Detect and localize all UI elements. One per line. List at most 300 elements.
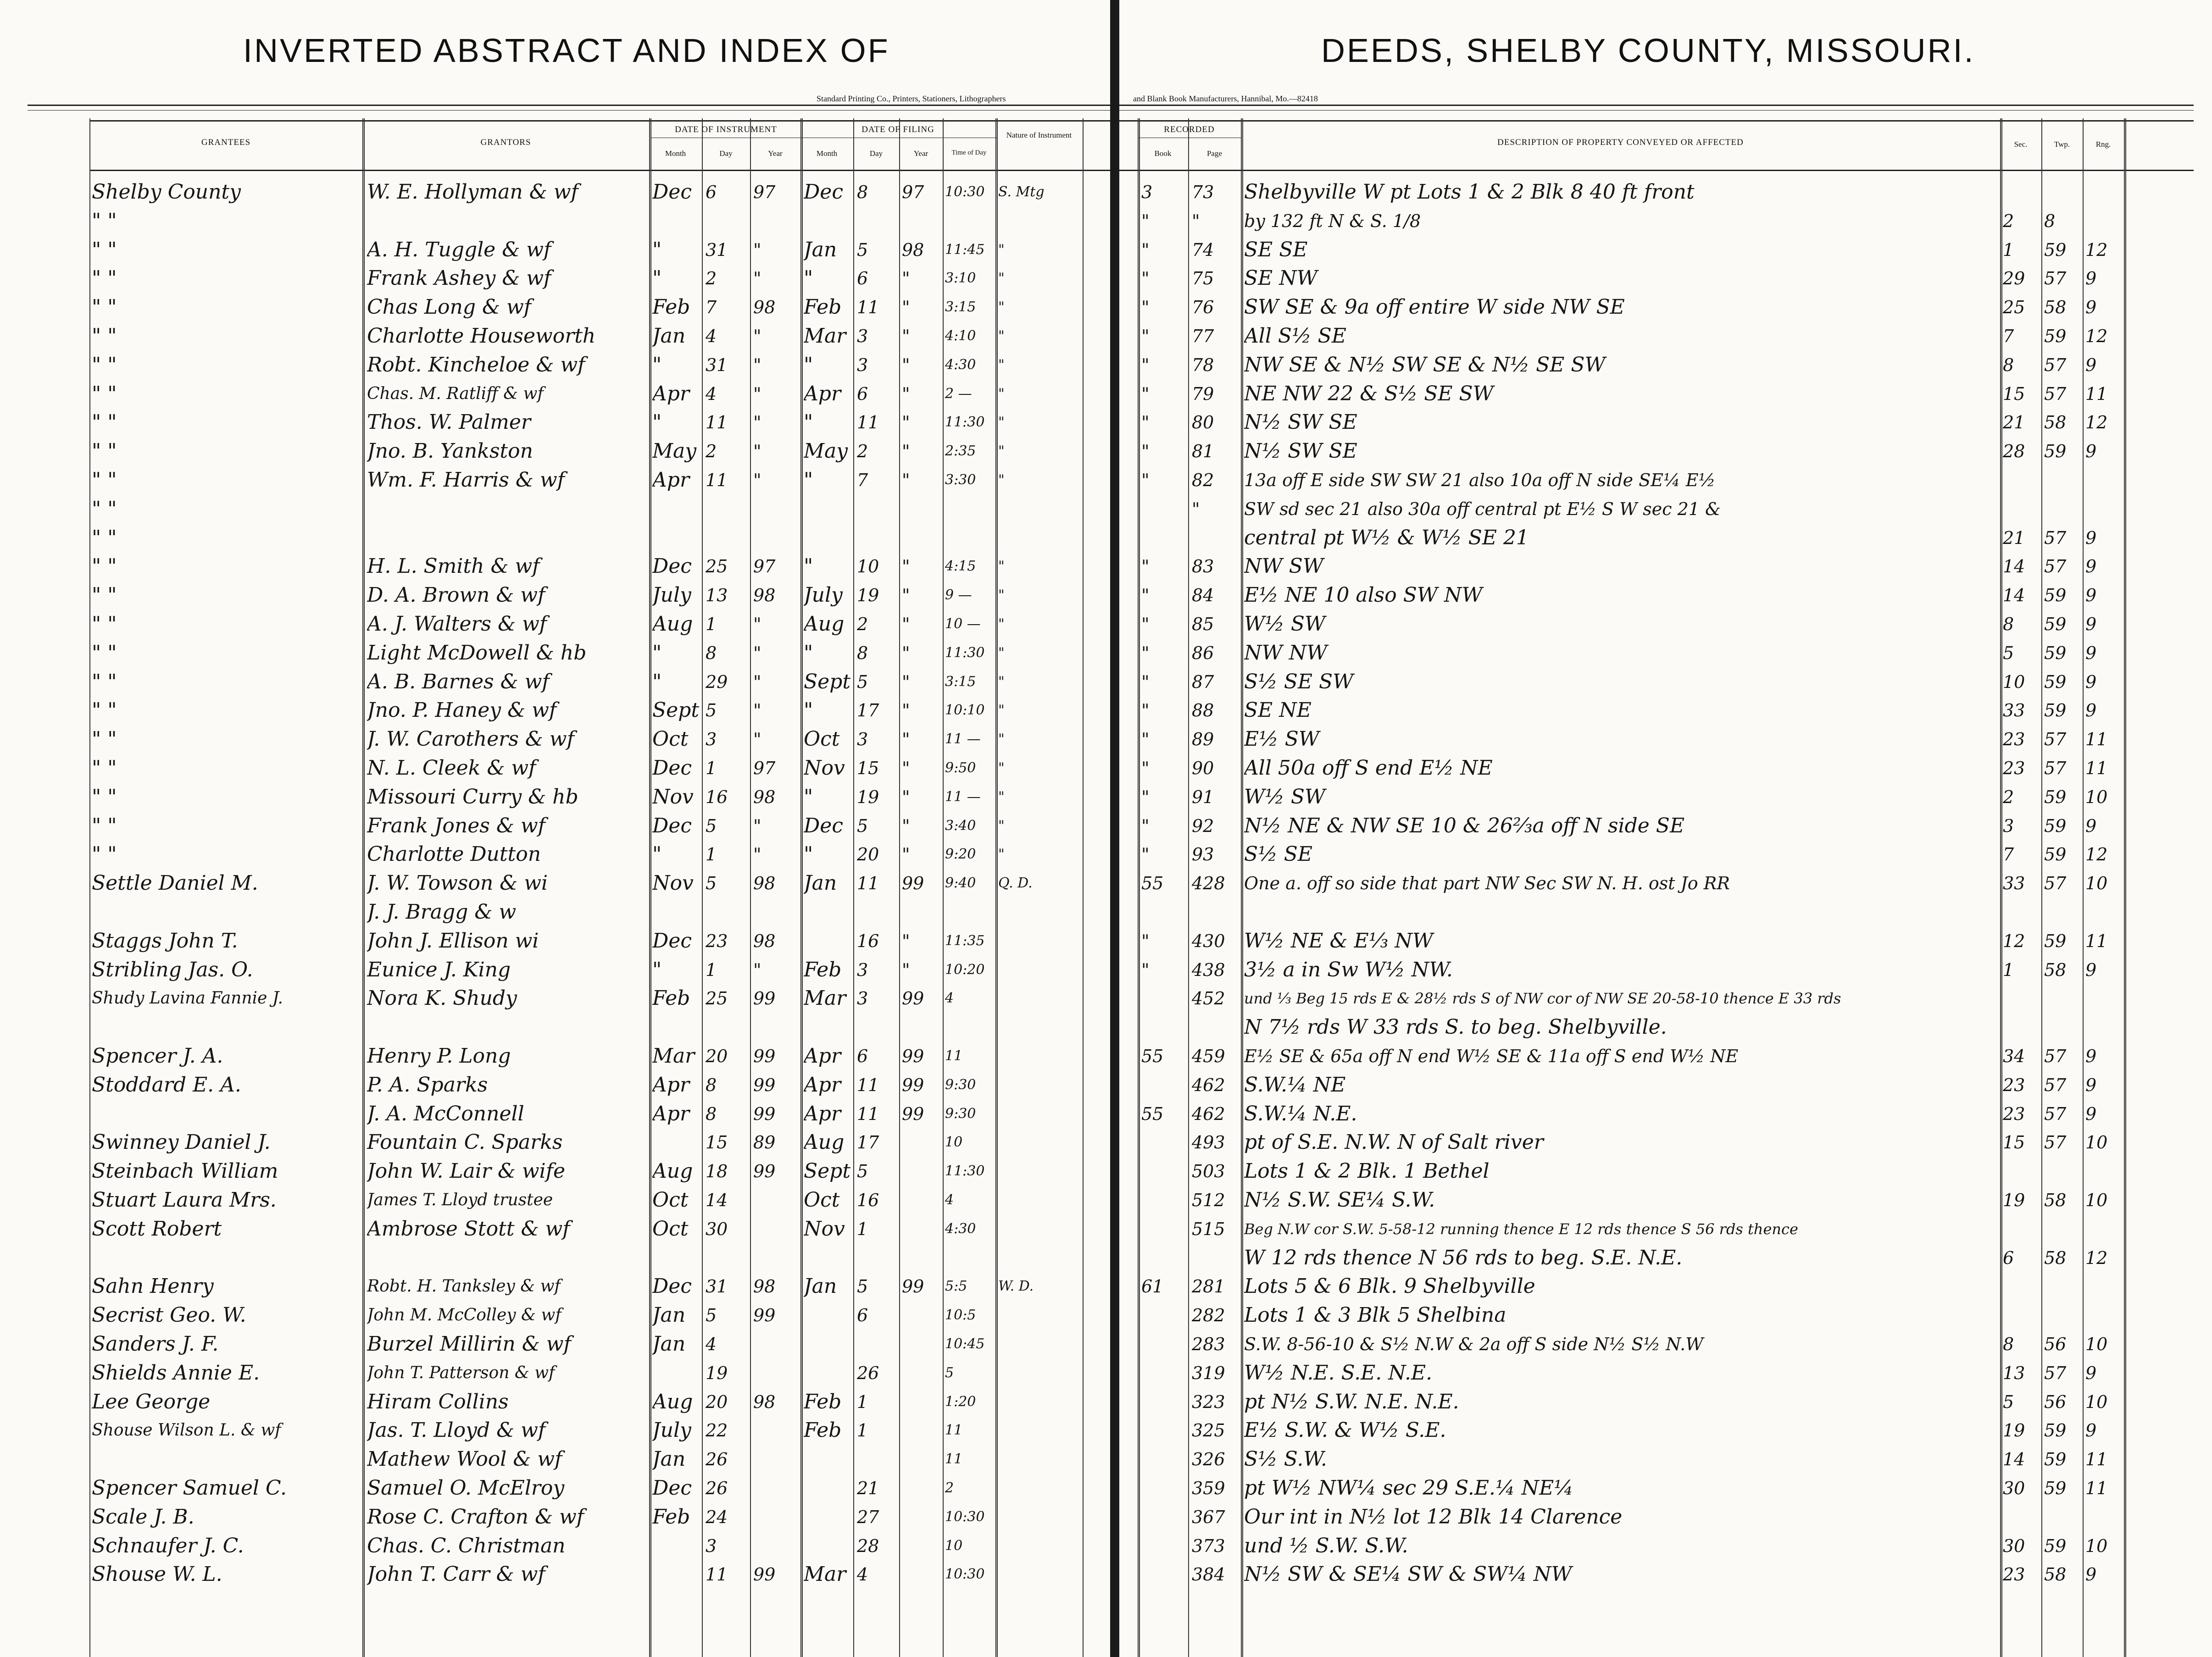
twp-cell: 58 xyxy=(2044,1247,2067,1268)
twp-cell: 56 xyxy=(2044,1334,2067,1354)
ledger-entry-row-right xyxy=(1119,784,2212,811)
ledger-entry-row-left xyxy=(0,467,1110,494)
description-cell: N½ NE & NW SE 10 & 26⅔a off N side SE xyxy=(1244,814,1685,837)
grantor-cell: D. A. Brown & wf xyxy=(367,583,545,607)
twp-cell: 57 xyxy=(2044,729,2067,750)
column-header-twp: Twp. xyxy=(2054,140,2070,149)
ledger-entry-row-right xyxy=(1119,553,2212,581)
page-cell: 325 xyxy=(1192,1420,1225,1441)
rng-cell: 9 xyxy=(2085,1046,2097,1066)
file-day-cell: 8 xyxy=(857,182,868,202)
file-day-cell: 27 xyxy=(857,1507,879,1527)
inst-month-cell: Mar xyxy=(652,1044,695,1068)
grantor-cell: Rose C. Crafton & wf xyxy=(367,1505,584,1529)
nature-cell: S. Mtg xyxy=(998,184,1045,200)
book-cell: " xyxy=(1141,441,1150,462)
rng-cell: 9 xyxy=(2085,815,2097,836)
file-year-cell: 99 xyxy=(902,1075,924,1095)
inst-day-cell: 1 xyxy=(706,758,717,778)
description-cell: central pt W½ & W½ SE 21 xyxy=(1244,526,1529,549)
grantee-cell: " " xyxy=(92,698,117,722)
twp-cell: 59 xyxy=(2044,585,2067,606)
sec-cell: 19 xyxy=(2003,1420,2025,1441)
page-cell: 93 xyxy=(1192,844,1214,865)
ledger-entry-row-left xyxy=(0,208,1110,235)
ledger-entry-row-left xyxy=(0,496,1110,523)
time-cell: 10:5 xyxy=(945,1307,976,1324)
header-rule xyxy=(1119,105,2194,106)
inst-month-cell: Nov xyxy=(652,871,694,895)
twp-cell: 59 xyxy=(2044,671,2067,692)
book-cell: " xyxy=(1141,383,1150,404)
inst-month-cell: July xyxy=(652,1419,691,1442)
sec-cell: 14 xyxy=(2003,585,2025,606)
book-cell: " xyxy=(1141,643,1150,663)
rng-cell: 9 xyxy=(2085,700,2097,721)
file-day-cell: 3 xyxy=(857,326,868,346)
time-cell: 4:15 xyxy=(945,558,976,575)
file-month-cell: May xyxy=(804,439,848,463)
nature-cell: Q. D. xyxy=(998,875,1033,892)
book-cell: 55 xyxy=(1141,1103,1164,1124)
grantee-cell: " " xyxy=(92,468,117,492)
file-day-cell: 11 xyxy=(857,297,879,318)
time-cell: 2 xyxy=(945,1480,954,1496)
sec-cell: 29 xyxy=(2003,268,2025,289)
grantor-cell: Charlotte Dutton xyxy=(367,842,541,866)
file-day-cell: 16 xyxy=(857,1190,879,1210)
page-cell: 319 xyxy=(1192,1363,1225,1383)
inst-day-cell: 15 xyxy=(706,1132,728,1153)
inst-month-cell: Jan xyxy=(652,1447,686,1471)
grantee-cell: " " xyxy=(92,209,117,233)
ledger-entry-row-right xyxy=(1119,381,2212,408)
grantor-cell: Samuel O. McElroy xyxy=(367,1476,565,1500)
inst-day-cell: 5 xyxy=(706,700,717,721)
file-day-cell: 4 xyxy=(857,1564,868,1585)
grantee-cell: " " xyxy=(92,670,117,693)
ledger-entry-row-right xyxy=(1119,697,2212,725)
twp-cell: 59 xyxy=(2044,700,2067,721)
time-cell: 11 xyxy=(945,1422,963,1439)
sec-cell: 2 xyxy=(2003,211,2014,231)
inst-day-cell: 5 xyxy=(706,815,717,836)
twp-cell: 57 xyxy=(2044,1103,2067,1124)
sec-cell: 14 xyxy=(2003,1449,2025,1470)
inst-month-cell: Aug xyxy=(652,1159,693,1183)
grantee-cell: Stribling Jas. O. xyxy=(92,958,253,981)
inst-month-cell: Aug xyxy=(652,612,693,636)
book-cell: " xyxy=(1141,959,1150,980)
nature-cell: " xyxy=(998,673,1005,690)
sec-cell: 21 xyxy=(2003,412,2025,433)
time-cell: 5 xyxy=(945,1364,954,1381)
file-year-cell: " xyxy=(902,383,910,404)
twp-cell: 59 xyxy=(2044,931,2067,951)
file-day-cell: 2 xyxy=(857,441,868,462)
page-cell: 493 xyxy=(1192,1132,1225,1153)
inst-month-cell: Dec xyxy=(652,1275,692,1298)
file-year-cell: " xyxy=(902,470,910,490)
time-cell: 10:30 xyxy=(945,184,985,200)
description-cell: W½ NE & E⅓ NW xyxy=(1244,929,1434,953)
ledger-entry-row-left xyxy=(0,1273,1110,1301)
time-cell: 10:10 xyxy=(945,702,985,719)
nature-cell: " xyxy=(998,414,1005,431)
right-ledger-page xyxy=(1119,0,2212,1657)
book-cell: " xyxy=(1141,585,1150,606)
sec-cell: 5 xyxy=(2003,1391,2014,1412)
ledger-entry-row-left xyxy=(0,1389,1110,1416)
grantee-cell: " " xyxy=(92,526,117,549)
file-day-cell: 3 xyxy=(857,959,868,980)
nature-cell: " xyxy=(998,817,1005,834)
book-cell: " xyxy=(1141,412,1150,433)
ledger-entry-row-left xyxy=(0,294,1110,321)
grantee-cell: Spencer J. A. xyxy=(92,1044,223,1068)
file-day-cell: 1 xyxy=(857,1391,868,1412)
inst-day-cell: 6 xyxy=(706,182,717,202)
inst-year-cell: " xyxy=(753,959,761,980)
inst-day-cell: 4 xyxy=(706,326,717,346)
book-cell: " xyxy=(1141,211,1150,231)
time-cell: 4:30 xyxy=(945,1220,976,1237)
grantor-cell: John M. McColley & wf xyxy=(367,1306,561,1325)
inst-year-cell: 98 xyxy=(753,1276,776,1297)
sec-cell: 33 xyxy=(2003,873,2025,894)
inst-year-cell: " xyxy=(753,643,761,663)
ledger-entry-row-left xyxy=(0,899,1110,926)
description-cell: S.W.¼ N.E. xyxy=(1244,1102,1357,1125)
description-cell: 13a off E side SW SW 21 also 10a off N side SE¼ E½ xyxy=(1244,470,1716,490)
book-cell: " xyxy=(1141,931,1150,951)
sec-cell: 10 xyxy=(2003,671,2025,692)
ledger-entry-row-right xyxy=(1119,611,2212,638)
inst-month-cell: Dec xyxy=(652,180,692,204)
file-day-cell: 6 xyxy=(857,383,868,404)
twp-cell: 58 xyxy=(2044,1564,2067,1585)
ledger-entry-row-right xyxy=(1119,179,2212,206)
description-cell: N 7½ rds W 33 rds S. to beg. Shelbyville. xyxy=(1244,1015,1667,1039)
ledger-entry-row-right xyxy=(1119,237,2212,264)
page-cell: 281 xyxy=(1192,1276,1225,1297)
page-title-right: DEEDS, SHELBY COUNTY, MISSOURI. xyxy=(1321,33,1975,69)
ledger-entry-row-right xyxy=(1119,525,2212,552)
file-day-cell: 11 xyxy=(857,1103,879,1124)
column-header-inst-month: Month xyxy=(665,149,686,158)
ledger-entry-row-right xyxy=(1119,1417,2212,1445)
page-cell: 91 xyxy=(1192,787,1214,807)
description-cell: E½ S.W. & W½ S.E. xyxy=(1244,1419,1446,1442)
time-cell: 10 — xyxy=(945,616,981,632)
ledger-entry-row-right xyxy=(1119,870,2212,898)
inst-day-cell: 30 xyxy=(706,1219,728,1239)
page-cell: 73 xyxy=(1192,182,1214,202)
inst-year-cell: 97 xyxy=(753,182,776,202)
ledger-entry-row-right xyxy=(1119,294,2212,321)
ledger-entry-row-right xyxy=(1119,899,2212,926)
page-cell: 86 xyxy=(1192,643,1214,663)
sec-cell: 28 xyxy=(2003,441,2025,462)
file-month-cell: " xyxy=(804,468,813,492)
twp-cell: 59 xyxy=(2044,1449,2067,1470)
file-year-cell: " xyxy=(902,268,910,289)
time-cell: 10 xyxy=(945,1537,963,1554)
file-day-cell: 20 xyxy=(857,844,879,865)
inst-day-cell: 11 xyxy=(706,470,728,490)
rng-cell: 11 xyxy=(2085,758,2108,778)
file-day-cell: 6 xyxy=(857,1305,868,1326)
column-header-bottom-rule xyxy=(89,170,1110,171)
file-day-cell: 10 xyxy=(857,556,879,577)
inst-day-cell: 25 xyxy=(706,988,728,1009)
ledger-entry-row-right xyxy=(1119,1101,2212,1128)
column-header-date-of-filing: DATE OF FILING xyxy=(861,125,934,134)
inst-month-cell: Apr xyxy=(652,382,689,405)
page-cell: 75 xyxy=(1192,268,1214,289)
inst-month-cell: Dec xyxy=(652,814,692,837)
grantor-cell: John J. Ellison wi xyxy=(367,929,539,953)
page-cell: 459 xyxy=(1192,1046,1225,1066)
inst-month-cell: July xyxy=(652,583,691,607)
nature-cell: " xyxy=(998,385,1005,402)
sec-cell: 33 xyxy=(2003,700,2025,721)
printer-imprint-right: and Blank Book Manufacturers, Hannibal, Mo.—82418 xyxy=(1133,94,1318,103)
time-cell: 10:30 xyxy=(945,1508,985,1525)
nature-cell: " xyxy=(998,328,1005,344)
rng-cell: 9 xyxy=(2085,1075,2097,1095)
book-cell: " xyxy=(1141,326,1150,346)
grantor-cell: Hiram Collins xyxy=(367,1390,509,1413)
grantor-cell: Wm. F. Harris & wf xyxy=(367,468,565,492)
rng-cell: 9 xyxy=(2085,355,2097,375)
ledger-entry-row-right xyxy=(1119,438,2212,466)
grantor-cell: John T. Patterson & wf xyxy=(367,1363,555,1382)
inst-month-cell: Jan xyxy=(652,1303,686,1327)
ledger-entry-row-right xyxy=(1119,1504,2212,1531)
inst-year-cell: 97 xyxy=(753,758,776,778)
time-cell: 10:45 xyxy=(945,1336,985,1352)
file-month-cell: " xyxy=(804,698,813,722)
file-year-cell: " xyxy=(902,585,910,606)
grantor-cell: Jno. P. Haney & wf xyxy=(367,698,557,722)
file-year-cell: 99 xyxy=(902,988,924,1009)
file-day-cell: 21 xyxy=(857,1478,879,1498)
rng-cell: 9 xyxy=(2085,297,2097,318)
inst-day-cell: 23 xyxy=(706,931,728,951)
column-header-time-of-day: Time of Day xyxy=(951,149,987,156)
inst-year-cell: 98 xyxy=(753,585,776,606)
inst-day-cell: 26 xyxy=(706,1449,728,1470)
grantee-cell: " " xyxy=(92,727,117,751)
page-cell: 81 xyxy=(1192,441,1214,462)
page-cell: 88 xyxy=(1192,700,1214,721)
ledger-entry-row-right xyxy=(1119,841,2212,869)
file-day-cell: 17 xyxy=(857,1132,879,1153)
book-cell: " xyxy=(1141,787,1150,807)
inst-year-cell: " xyxy=(753,614,761,634)
ledger-entry-row-right xyxy=(1119,640,2212,667)
inst-month-cell: Dec xyxy=(652,554,692,578)
grantee-cell: Scale J. B. xyxy=(92,1505,195,1529)
inst-day-cell: 29 xyxy=(706,671,728,692)
twp-cell: 57 xyxy=(2044,873,2067,894)
time-cell: 9:30 xyxy=(945,1076,976,1093)
file-month-cell: Apr xyxy=(804,1044,841,1068)
ledger-entry-row-right xyxy=(1119,1389,2212,1416)
twp-cell: 57 xyxy=(2044,1132,2067,1153)
sec-cell: 23 xyxy=(2003,1564,2025,1585)
inst-year-cell: 99 xyxy=(753,1103,776,1124)
file-year-cell: " xyxy=(902,844,910,865)
grantor-cell: Jas. T. Lloyd & wf xyxy=(367,1419,546,1442)
twp-cell: 57 xyxy=(2044,527,2067,548)
rng-cell: 9 xyxy=(2085,1363,2097,1383)
time-cell: 5:5 xyxy=(945,1278,967,1295)
file-month-cell: Feb xyxy=(804,1419,842,1442)
book-cell: " xyxy=(1141,556,1150,577)
description-cell: Shelbyville W pt Lots 1 & 2 Blk 8 40 ft front xyxy=(1244,180,1695,204)
page-cell: 503 xyxy=(1192,1161,1225,1182)
file-day-cell: 8 xyxy=(857,643,868,663)
book-cell: " xyxy=(1141,355,1150,375)
ledger-entry-row-left xyxy=(0,1129,1110,1157)
time-cell: 9 — xyxy=(945,587,972,604)
page-cell: 462 xyxy=(1192,1103,1225,1124)
sec-cell: 14 xyxy=(2003,556,2025,577)
rng-cell: 9 xyxy=(2085,643,2097,663)
column-header-book: Book xyxy=(1154,149,1172,158)
ledger-entry-row-left xyxy=(0,1475,1110,1502)
book-cell: " xyxy=(1141,470,1150,490)
printer-imprint-left: Standard Printing Co., Printers, Stationers, Lithographers xyxy=(817,94,1006,103)
time-cell: 9:40 xyxy=(945,875,976,892)
inst-day-cell: 5 xyxy=(706,873,717,894)
description-cell: und ½ S.W. S.W. xyxy=(1244,1534,1408,1557)
nature-cell: " xyxy=(998,702,1005,719)
description-cell: S.W. 8-56-10 & S½ N.W & 2a off S side N½ S½ N.W xyxy=(1244,1334,1704,1354)
inst-month-cell: Oct xyxy=(652,1217,689,1241)
twp-cell: 57 xyxy=(2044,268,2067,289)
inst-day-cell: 18 xyxy=(706,1161,728,1182)
description-cell: S½ SE SW xyxy=(1244,670,1354,693)
page-cell: 438 xyxy=(1192,959,1225,980)
file-month-cell: Apr xyxy=(804,1073,841,1097)
ledger-entry-row-right xyxy=(1119,1331,2212,1358)
grantor-cell: N. L. Cleek & wf xyxy=(367,756,536,780)
twp-cell: 59 xyxy=(2044,815,2067,836)
grantee-cell: Steinbach William xyxy=(92,1159,278,1183)
inst-year-cell: 99 xyxy=(753,1161,776,1182)
ledger-entry-row-left xyxy=(0,726,1110,754)
ledger-entry-row-left xyxy=(0,1417,1110,1445)
page-cell: 89 xyxy=(1192,729,1214,750)
file-day-cell: 5 xyxy=(857,815,868,836)
sec-cell: 21 xyxy=(2003,527,2025,548)
ledger-entry-row-right xyxy=(1119,582,2212,610)
description-cell: 3½ a in Sw W½ NW. xyxy=(1244,958,1453,981)
page-cell: 359 xyxy=(1192,1478,1225,1498)
inst-year-cell: 98 xyxy=(753,1391,776,1412)
ledger-entry-row-right xyxy=(1119,1475,2212,1502)
inst-year-cell: " xyxy=(753,470,761,490)
file-day-cell: 6 xyxy=(857,1046,868,1066)
nature-cell: " xyxy=(998,241,1005,258)
page-cell: 326 xyxy=(1192,1449,1225,1470)
ledger-entry-row-right xyxy=(1119,1533,2212,1560)
page-cell: 384 xyxy=(1192,1564,1225,1585)
ledger-entry-row-left xyxy=(0,1014,1110,1042)
column-header-sec: Sec. xyxy=(2014,140,2028,149)
page-cell: 79 xyxy=(1192,383,1214,404)
twp-cell: 59 xyxy=(2044,1420,2067,1441)
time-cell: 10:30 xyxy=(945,1566,985,1583)
page-cell: 512 xyxy=(1192,1190,1225,1210)
grantor-cell: Chas. M. Ratliff & wf xyxy=(367,384,544,403)
twp-cell: 58 xyxy=(2044,412,2067,433)
rng-cell: 9 xyxy=(2085,1564,2097,1585)
inst-month-cell: Feb xyxy=(652,295,690,319)
inst-day-cell: 31 xyxy=(706,1276,728,1297)
description-cell: S.W.¼ NE xyxy=(1244,1073,1346,1097)
sec-cell: 23 xyxy=(2003,729,2025,750)
inst-year-cell: " xyxy=(753,326,761,346)
file-year-cell: " xyxy=(902,556,910,577)
file-year-cell: " xyxy=(902,700,910,721)
inst-day-cell: 8 xyxy=(706,643,717,663)
ledger-entry-row-right xyxy=(1119,1302,2212,1330)
time-cell: 3:40 xyxy=(945,817,976,834)
grantor-cell: H. L. Smith & wf xyxy=(367,554,540,578)
sec-cell: 23 xyxy=(2003,1103,2025,1124)
nature-cell: " xyxy=(998,731,1005,748)
sec-cell: 13 xyxy=(2003,1363,2025,1383)
ledger-entry-row-left xyxy=(0,179,1110,206)
nature-cell: " xyxy=(998,616,1005,632)
header-rule xyxy=(28,105,1110,106)
grantee-cell: Spencer Samuel C. xyxy=(92,1476,287,1500)
description-cell: NW SE & N½ SW SE & N½ SE SW xyxy=(1244,353,1606,377)
file-day-cell: 19 xyxy=(857,787,879,807)
file-month-cell: Feb xyxy=(804,958,842,981)
nature-cell: " xyxy=(998,644,1005,661)
time-cell: 11:45 xyxy=(945,241,985,258)
book-cell: " xyxy=(1141,729,1150,750)
time-cell: 11 — xyxy=(945,731,981,748)
inst-year-cell: 98 xyxy=(753,297,776,318)
file-day-cell: 17 xyxy=(857,700,879,721)
description-cell: N½ S.W. SE¼ S.W. xyxy=(1244,1188,1435,1212)
twp-cell: 59 xyxy=(2044,1478,2067,1498)
file-year-cell: " xyxy=(902,412,910,433)
file-month-cell: " xyxy=(804,353,813,377)
grantor-cell: Robt. H. Tanksley & wf xyxy=(367,1277,561,1296)
page-cell: 515 xyxy=(1192,1219,1225,1239)
inst-year-cell: " xyxy=(753,441,761,462)
sec-cell: 12 xyxy=(2003,931,2025,951)
column-header-file-day: Day xyxy=(869,149,883,158)
sec-cell: 7 xyxy=(2003,326,2014,346)
file-month-cell: " xyxy=(804,410,813,434)
inst-year-cell: 97 xyxy=(753,556,776,577)
ledger-entry-row-left xyxy=(0,1101,1110,1128)
description-cell: pt of S.E. N.W. N of Salt river xyxy=(1244,1131,1544,1154)
file-month-cell: Mar xyxy=(804,324,846,348)
grantor-cell: Nora K. Shudy xyxy=(367,986,517,1010)
inst-year-cell: 99 xyxy=(753,988,776,1009)
inst-day-cell: 13 xyxy=(706,585,728,606)
file-month-cell: Jan xyxy=(804,871,837,895)
